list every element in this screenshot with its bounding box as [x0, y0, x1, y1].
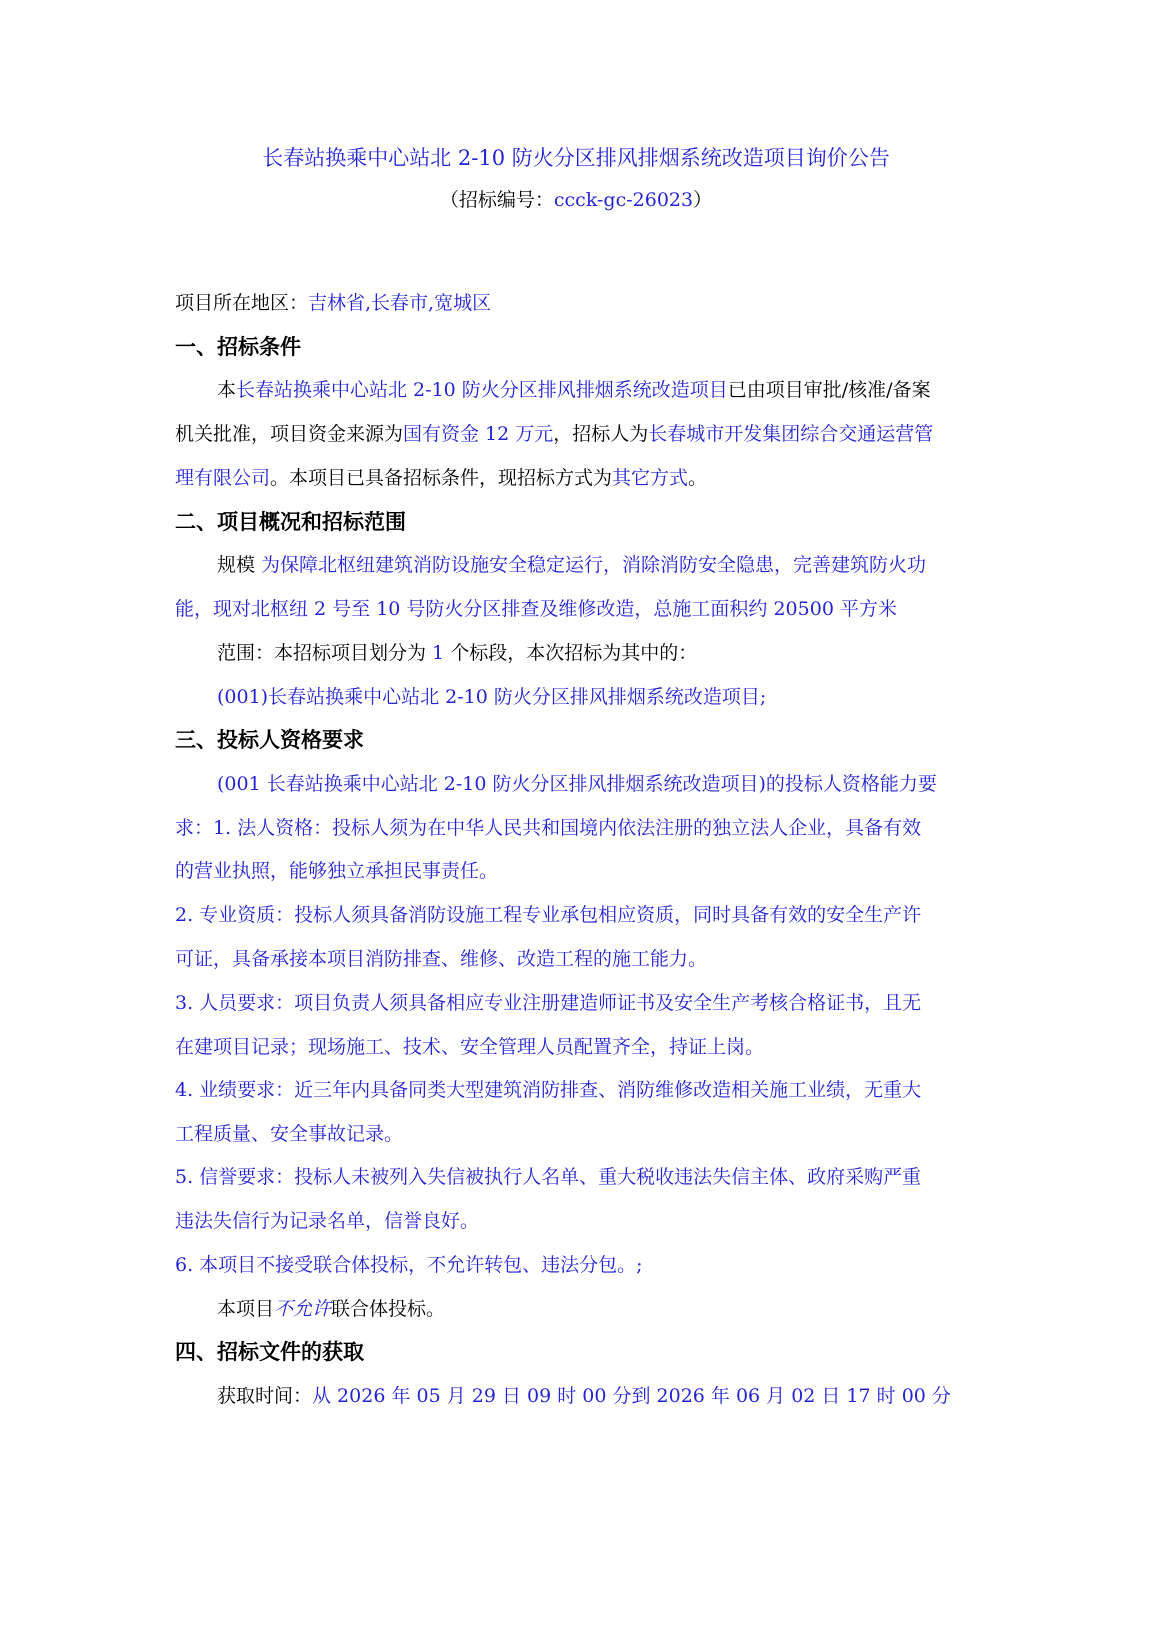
qualification-line: 3. 人员要求：项目负责人须具备相应专业注册建造师证书及安全生产考核合格证书，且无 — [175, 992, 922, 1014]
scale-text: 能，现对北枢纽 2 号至 10 号防火分区排查及维修改造，总施工面积约 20500 平方米 — [175, 598, 897, 620]
text-run: 本项目 — [217, 1298, 275, 1320]
scale-label: 规模 — [217, 554, 256, 576]
location-label: 项目所在地区： — [175, 292, 309, 314]
text-run: 联合体投标。 — [331, 1298, 446, 1320]
lot-item: (001)长春站换乘中心站北 2-10 防火分区排风排烟系统改造项目; — [217, 686, 767, 708]
acquisition-time-line — [217, 1384, 951, 1408]
text-run: 机关批准，项目资金来源为 — [175, 423, 404, 445]
qualification-line: 的营业执照，能够独立承担民事责任。 — [175, 860, 499, 882]
section-heading-2: 二、项目概况和招标范围 — [175, 510, 406, 534]
qualification-line: 5. 信誉要求：投标人未被列入失信被执行人名单、重大税收违法失信主体、政府采购严重 — [175, 1166, 922, 1188]
paragraph-line — [217, 641, 697, 665]
qualification-line: 可证，具备承接本项目消防排查、维修、改造工程的施工能力。 — [175, 948, 708, 970]
location-value: 吉林省,长春市,宽城区 — [308, 292, 492, 314]
section-heading-4: 四、招标文件的获取 — [175, 1340, 364, 1364]
text-run: 。 — [688, 467, 708, 489]
qualification-line: 2. 专业资质：投标人须具备消防设施工程专业承包相应资质，同时具备有效的安全生产许 — [175, 904, 922, 926]
bid-number-suffix: ） — [693, 189, 713, 211]
project-name: 长春站换乘中心站北 2-10 防火分区排风排烟系统改造项目 — [236, 379, 728, 401]
bid-number-prefix: （招标编号： — [439, 189, 554, 211]
time-value: 从 2026 年 05 月 29 日 09 时 00 分到 2026 年 06 月 02 日 17 时 00 分 — [312, 1385, 951, 1407]
qualification-line: 工程质量、安全事故记录。 — [175, 1123, 404, 1145]
paragraph-line — [175, 466, 707, 490]
time-label: 获取时间： — [217, 1385, 313, 1407]
tenderer-name: 长春城市开发集团综合交通运营管 — [648, 423, 934, 445]
text-run: 本 — [217, 379, 237, 401]
text-run: ，招标人为 — [553, 423, 649, 445]
qualification-line: 违法失信行为记录名单，信誉良好。 — [175, 1210, 480, 1232]
paragraph-line — [217, 553, 926, 577]
paragraph-line — [217, 378, 931, 402]
text-run: 。本项目已具备招标条件，现招标方式为 — [270, 467, 613, 489]
scale-text: 为保障北枢纽建筑消防设施安全稳定运行，消除消防安全隐患，完善建筑防火功 — [255, 554, 927, 576]
qualification-line: (001 长春站换乘中心站北 2-10 防火分区排风排烟系统改造项目)的投标人资格能力要 — [217, 773, 937, 795]
qualification-line: 求：1. 法人资格：投标人须为在中华人民共和国境内依法注册的独立法人企业，具备有效 — [175, 817, 922, 839]
document-title: 长春站换乘中心站北 2-10 防火分区排风排烟系统改造项目询价公告 — [262, 146, 890, 170]
qualification-line: 在建项目记录；现场施工、技术、安全管理人员配置齐全，持证上岗。 — [175, 1036, 765, 1058]
text-run: 个标段，本次招标为其中的： — [450, 642, 698, 664]
text-run: 范围：本招标项目划分为 — [217, 642, 427, 664]
qualification-line: 4. 业绩要求：近三年内具备同类大型建筑消防排查、消防维修改造相关施工业绩，无重大 — [175, 1079, 922, 1101]
bid-number-line — [0, 188, 1152, 212]
consortium-line — [217, 1297, 445, 1321]
paragraph-line — [175, 422, 933, 446]
qualification-line: 6. 本项目不接受联合体投标，不允许转包、违法分包。; — [175, 1254, 643, 1276]
section-heading-3: 三、投标人资格要求 — [175, 728, 364, 752]
tender-method: 其它方式 — [612, 467, 689, 489]
lot-count: 1 — [426, 642, 451, 664]
section-heading-1: 一、招标条件 — [175, 335, 301, 359]
fund-source: 国有资金 12 万元 — [403, 423, 554, 445]
tenderer-name: 理有限公司 — [175, 467, 271, 489]
consortium-value: 不允许 — [274, 1298, 332, 1320]
project-location — [175, 291, 491, 315]
text-run: 已由项目审批/核准/备案 — [727, 379, 931, 401]
bid-number: ccck-gc-26023 — [553, 189, 694, 211]
